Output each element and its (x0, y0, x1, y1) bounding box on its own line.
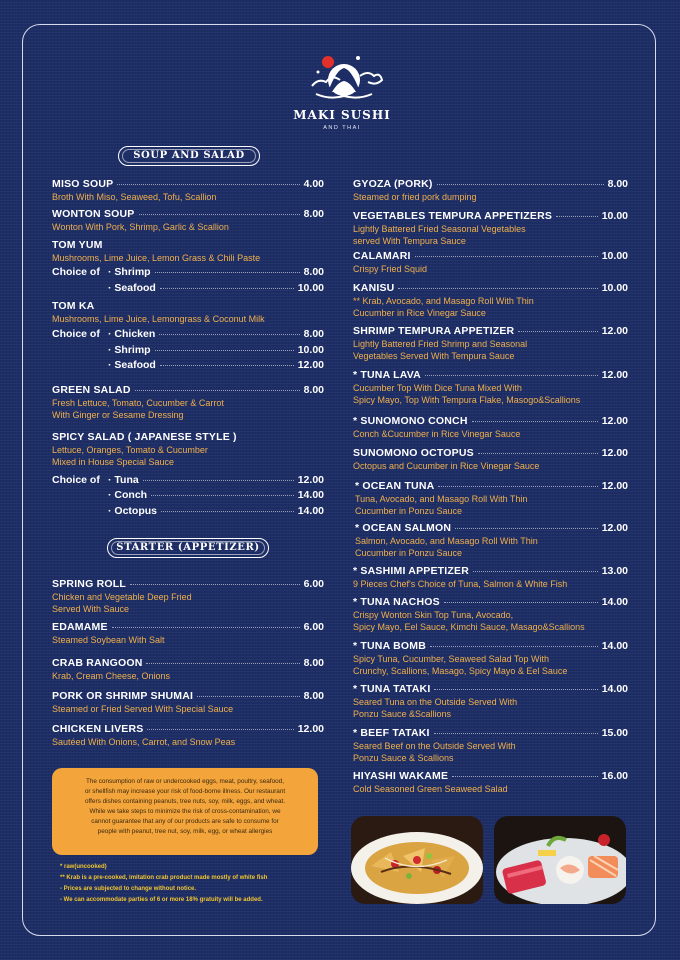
menu-item-sunomono-conch (353, 415, 628, 441)
item-description: served With Tempura Sauce (353, 235, 466, 246)
item-description: Cucumber Top With Dice Tuna Mixed With (353, 383, 522, 393)
item-description: Salmon, Avocado, and Masago Roll With Thin (355, 536, 538, 546)
section-header-soup-salad: SOUP AND SALAD (118, 146, 260, 166)
item-name: SPRING ROLL (52, 578, 126, 590)
item-name: CALAMARI (353, 250, 411, 262)
menu-item-tuna-tataki (353, 683, 628, 720)
item-price: 8.00 (303, 657, 324, 669)
item-description: Mixed in House Special Sauce (52, 456, 175, 467)
item-description: Cucumber in Ponzu Sauce (355, 505, 463, 516)
nachos-photo (351, 816, 483, 904)
item-name: * OCEAN SALMON (355, 522, 452, 534)
menu-item-tom-ka (52, 300, 324, 326)
menu-item-shrimp-tempura (353, 325, 628, 362)
item-price: 12.00 (601, 447, 628, 459)
item-name: GREEN SALAD (52, 384, 131, 396)
item-description: Lightly Battered Fried Seasonal Vegetables (353, 224, 526, 234)
item-price: 13.00 (601, 565, 628, 577)
menu-item-shumai (52, 690, 324, 716)
item-price: 10.00 (601, 210, 628, 222)
choice-option: · Shrimp (108, 266, 151, 278)
item-name: EDAMAME (52, 621, 108, 633)
item-description: Tuna, Avocado, and Masago Roll With Thin (355, 494, 528, 504)
menu-item-spring-roll (52, 578, 324, 615)
menu-item-ocean-tuna (355, 480, 628, 517)
notice-line: While we take steps to minimize the risk of cross-contamination, we (89, 808, 281, 815)
brand-logo (288, 48, 396, 138)
item-description: 9 Pieces Chef's Choice of Tuna, Salmon & White Fish (353, 579, 568, 589)
notice-line: The consumption of raw or undercooked eggs, meat, poultry, seafood, (85, 778, 285, 785)
choice-price: 8.00 (303, 266, 324, 278)
item-price: 12.00 (601, 415, 628, 427)
item-name: MISO SOUP (52, 178, 114, 190)
item-price: 12.00 (297, 723, 324, 735)
item-name: SPICY SALAD ( JAPANESE STYLE ) (52, 431, 237, 443)
choice-price: 14.00 (297, 489, 324, 501)
footnote: ** Krab is a pre-cooked, imitation crab product made mostly of white fish (60, 875, 268, 881)
menu-item-green-salad (52, 384, 324, 421)
item-description: Ponzu Sauce &Scallions (353, 708, 452, 719)
menu-item-tom-yum (52, 239, 324, 265)
item-description: Cucumber in Ponzu Sauce (355, 547, 463, 558)
menu-item-tuna-bomb (353, 640, 628, 677)
item-description: Ponzu Sauce & Scallions (353, 752, 454, 763)
item-description: Chicken and Vegetable Deep Fried (52, 592, 192, 602)
section-header-starter: STARTER (APPETIZER) (107, 538, 269, 558)
item-name: TOM KA (52, 300, 95, 312)
item-price: 10.00 (601, 250, 628, 262)
item-description: Mushrooms, Lime Juice, Lemon Grass & Chili Paste (52, 253, 261, 263)
footnote: - We can accommodate parties of 6 or more 18% gratuity will be added. (60, 897, 263, 903)
choice-price: 10.00 (297, 282, 324, 294)
choice-label: Choice of (52, 328, 100, 340)
item-description: Seared Tuna on the Outside Served With (353, 697, 518, 707)
item-name: PORK OR SHRIMP SHUMAI (52, 690, 194, 702)
choice-row (52, 474, 324, 488)
item-description: Vegetables Served With Tempura Sauce (353, 350, 515, 361)
item-description: Steamed or Fried Served With Special Sauce (52, 704, 234, 714)
menu-item-kanisu (353, 282, 628, 319)
choice-option: · Seafood (108, 282, 156, 294)
item-description: Octopus and Cucumber in Rice Vinegar Sauce (353, 461, 540, 471)
item-name: CRAB RANGOON (52, 657, 143, 669)
item-description: Broth With Miso, Seaweed, Tofu, Scallion (52, 192, 217, 202)
item-price: 8.00 (303, 690, 324, 702)
item-name: SHRIMP TEMPURA APPETIZER (353, 325, 515, 337)
item-price: 16.00 (601, 770, 628, 782)
item-price: 10.00 (601, 282, 628, 294)
item-name: * OCEAN TUNA (355, 480, 435, 492)
footnotes (60, 862, 360, 906)
choice-row (108, 505, 324, 519)
item-description: Seared Beef on the Outside Served With (353, 741, 516, 751)
item-description: Cold Seasoned Green Seaweed Salad (353, 784, 508, 794)
notice-line: cannot guarantee that any of our products are safe to consume for (91, 818, 279, 825)
item-description: Sautéed With Onions, Carrot, and Snow Peas (52, 737, 236, 747)
choice-row (52, 328, 324, 342)
choice-price: 12.00 (297, 474, 324, 486)
brand-name: MAKI SUSHI (293, 108, 391, 122)
notice-line: offers dishes containing peanuts, tree nuts, soy, milk, eggs, and wheat. (84, 798, 286, 805)
item-price: 8.00 (607, 178, 628, 190)
item-price: 8.00 (303, 384, 324, 396)
choice-row (108, 489, 324, 503)
menu-item-chicken-livers (52, 723, 324, 749)
item-name: HIYASHI WAKAME (353, 770, 449, 782)
item-description: Crispy Fried Squid (353, 264, 428, 274)
menu-item-beef-tataki (353, 727, 628, 764)
choice-price: 10.00 (297, 344, 324, 356)
menu-item-miso-soup (52, 178, 324, 204)
item-price: 12.00 (601, 522, 628, 534)
item-price: 14.00 (601, 640, 628, 652)
item-description: Steamed or fried pork dumping (353, 192, 477, 202)
footnote: - Prices are subjected to change without notice. (60, 886, 197, 892)
item-name: * SUNOMONO CONCH (353, 415, 468, 427)
menu-item-ocean-salmon (355, 522, 628, 559)
choice-option: · Tuna (108, 474, 139, 486)
menu-item-sashimi-appetizer (353, 565, 628, 591)
item-name: SUNOMONO OCTOPUS (353, 447, 474, 459)
item-price: 4.00 (303, 178, 324, 190)
item-price: 12.00 (601, 325, 628, 337)
item-price: 8.00 (303, 208, 324, 220)
choice-option: · Seafood (108, 359, 156, 371)
choice-option: · Octopus (108, 505, 158, 517)
item-price: 15.00 (601, 727, 628, 739)
menu-item-sunomono-octopus (353, 447, 628, 473)
item-name: WONTON SOUP (52, 208, 135, 220)
item-description: Steamed Soybean With Salt (52, 635, 165, 645)
item-description: Crunchy, Scallions, Masago, Spicy Mayo & Eel Sauce (353, 665, 568, 676)
item-price: 12.00 (601, 480, 628, 492)
item-price: 14.00 (601, 596, 628, 608)
choice-price: 8.00 (303, 328, 324, 340)
menu-item-crab-rangoon (52, 657, 324, 683)
choice-row (108, 344, 324, 358)
item-name: * TUNA NACHOS (353, 596, 440, 608)
notice-line: or shellfish may increase your risk of food-borne illness. Our restaurant (84, 788, 286, 795)
item-name: CHICKEN LIVERS (52, 723, 144, 735)
menu-item-tuna-nachos (353, 596, 628, 633)
item-description: Mushrooms, Lime Juice, Lemongrass & Coconut Milk (52, 314, 265, 324)
item-name: VEGETABLES TEMPURA APPETIZERS (353, 210, 553, 222)
menu-item-tuna-lava (353, 369, 628, 406)
item-description: Crispy Wonton Skin Top Tuna, Avocado, (353, 610, 514, 620)
choice-option: · Conch (108, 489, 148, 501)
menu-item-wonton-soup (52, 208, 324, 234)
menu-item-edamame (52, 621, 324, 647)
sashimi-photo (494, 816, 626, 904)
item-description: With Ginger or Sesame Dressing (52, 409, 184, 420)
item-description: ** Krab, Avocado, and Masago Roll With Thin (353, 296, 534, 306)
item-description: Spicy Mayo, Top With Tempura Flake, Masogo&Scallions (353, 394, 581, 405)
footnote: * raw(uncooked) (60, 864, 107, 870)
wave-sun-logo-icon (288, 48, 396, 106)
choice-row (108, 282, 324, 296)
item-name: * SASHIMI APPETIZER (353, 565, 470, 577)
item-description: Wonton With Pork, Shrimp, Garlic & Scallion (52, 222, 229, 232)
item-description: Spicy Tuna, Cucumber, Seaweed Salad Top With (353, 654, 549, 664)
choice-price: 12.00 (297, 359, 324, 371)
item-description: Krab, Cream Cheese, Onions (52, 671, 171, 681)
item-name: GYOZA (PORK) (353, 178, 433, 190)
item-description: Conch &Cucumber in Rice Vinegar Sauce (353, 429, 521, 439)
item-price: 14.00 (601, 683, 628, 695)
item-name: * TUNA LAVA (353, 369, 421, 381)
item-name: TOM YUM (52, 239, 103, 251)
menu-item-vegetable-tempura (353, 210, 628, 247)
menu-item-hiyashi-wakame (353, 770, 628, 796)
choice-option: · Shrimp (108, 344, 151, 356)
item-description: Lightly Battered Fried Shrimp and Seasonal (353, 339, 528, 349)
item-price: 6.00 (303, 621, 324, 633)
item-price: 6.00 (303, 578, 324, 590)
item-description: Lettuce, Oranges, Tomato & Cucumber (52, 445, 208, 455)
menu-item-calamari (353, 250, 628, 276)
allergy-notice (52, 768, 318, 855)
menu-item-gyoza (353, 178, 628, 204)
item-description: Spicy Mayo, Eel Sauce, Kimchi Sauce, Masago&Scallions (353, 621, 585, 632)
item-name: * TUNA BOMB (353, 640, 426, 652)
item-description: Served With Sauce (52, 603, 130, 614)
brand-tagline: AND THAI (323, 125, 361, 131)
item-price: 12.00 (601, 369, 628, 381)
choice-row (108, 359, 324, 373)
item-name: KANISU (353, 282, 395, 294)
choice-label: Choice of (52, 266, 100, 278)
choice-label: Choice of (52, 474, 100, 486)
menu-item-spicy-salad (52, 431, 324, 468)
item-description: Fresh Lettuce, Tomato, Cucumber & Carrot (52, 398, 224, 408)
item-name: * TUNA TATAKI (353, 683, 431, 695)
choice-price: 14.00 (297, 505, 324, 517)
item-name: * BEEF TATAKI (353, 727, 430, 739)
choice-row (52, 266, 324, 280)
notice-line: people with peanut, tree nut, soy, milk, egg, or wheat allergies (97, 828, 273, 835)
choice-option: · Chicken (108, 328, 156, 340)
item-description: Cucumber in Rice Vinegar Sauce (353, 307, 486, 318)
